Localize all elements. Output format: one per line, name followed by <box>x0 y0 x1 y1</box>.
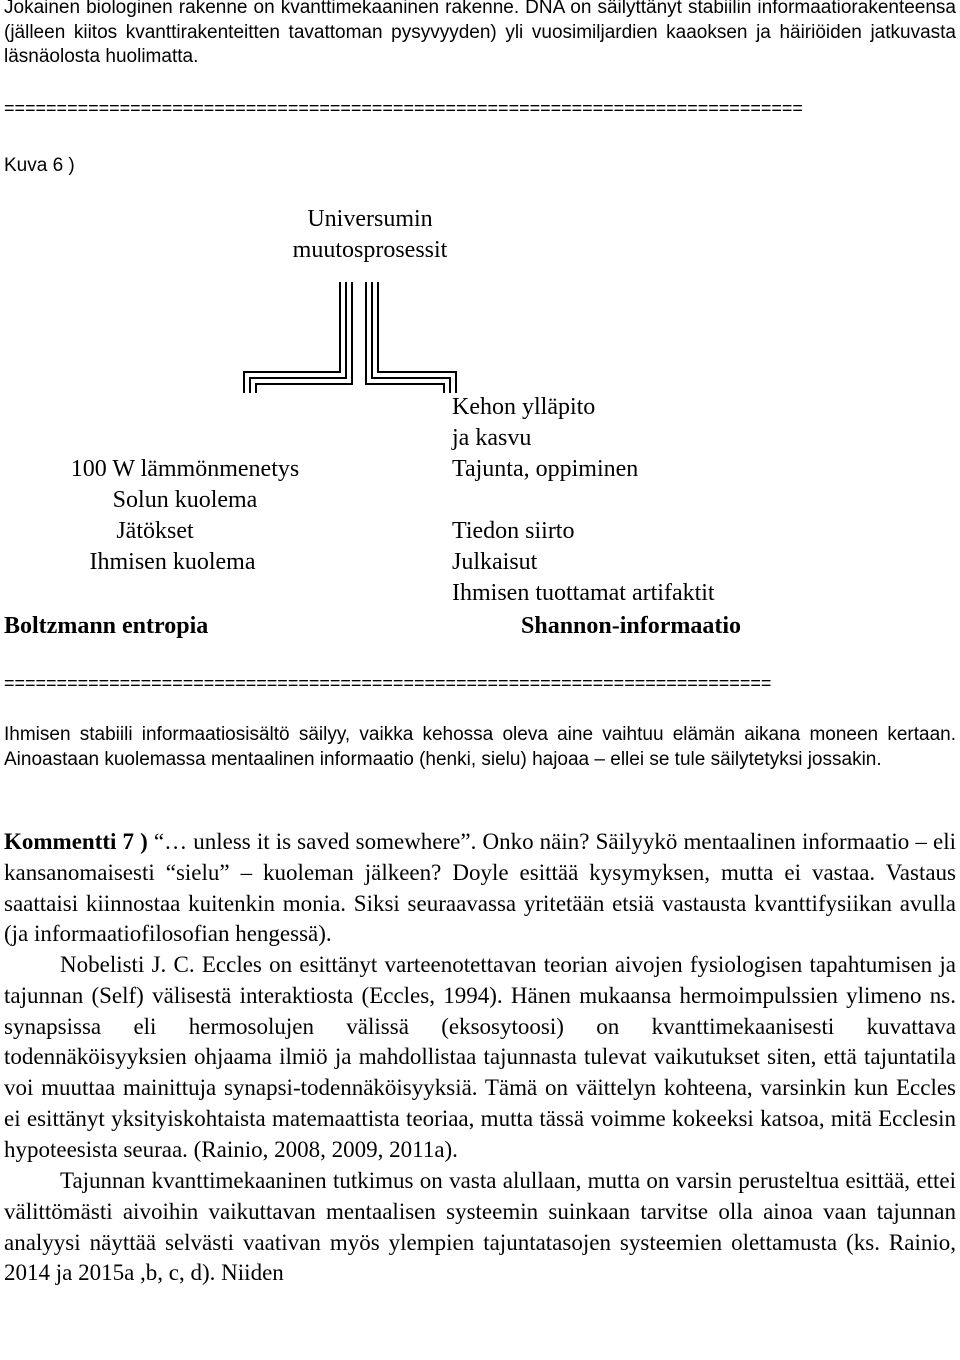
body-paragraph-last: Tajunnan kvanttimekaaninen tutkimus on vasta alullaan, mutta on varsin perusteltua esittää, ettei välittömästi aivoihin vaikuttavan mentaalisen systeemin suinkaan tarvitse olla ainoa vaan tajunnan analyysi näyttää selvästi vaativan myös ylempien tajuntatasojen systeemien olettamusta (ks. Rainio, 2014 ja 2015a ,b, c, d). Niiden <box>4 1168 956 1286</box>
comment-paragraph <box>4 827 956 950</box>
comment-label: Kommentti 7 ) <box>4 829 148 854</box>
diagram-right-item: Kehon ylläpito <box>452 394 596 420</box>
diagram-right-title: Shannon-informaatio <box>521 613 742 639</box>
diagram-left-item: Solun kuolema <box>112 487 258 513</box>
left-branch-line-2 <box>250 282 346 393</box>
diagram-right-column <box>452 392 715 609</box>
comment-text: “… unless it is saved somewhere”. Onko näin? Säilyykö mentaalinen informaatio – eli kansanomaisesti “sielu” – kuoleman jälkeen? Doyle esittää kysymyksen, mutta ei vastaa. Vastaus saattaisi kiinnostaa kuitenkin monia. Siksi seuraavassa yritetään etsiä vastausta kvanttifysiikan avulla (ja informaatiofilosofian hengessä). <box>4 829 956 947</box>
body-paragraph-1: Ihmisen stabiili informaatiosisältö säilyy, vaikka kehossa oleva aine vaihtuu elämän aikana moneen kertaan. Ainoastaan kuolemassa mentaalinen informaatio (henki, sielu) hajoaa – ellei se tule säilytetyksi jossakin. <box>4 724 956 770</box>
diagram-top-line2: muutosprosessit <box>292 237 448 263</box>
diagram-left-item: 100 W lämmönmenetys <box>70 456 300 482</box>
left-branch-line-1 <box>244 282 340 393</box>
diagram-right-item: Tiedon siirto <box>452 518 575 544</box>
right-branch-line-2 <box>372 282 450 393</box>
diagram-right-item: ja kasvu <box>452 425 532 451</box>
diagram-left-column <box>50 454 320 578</box>
body-paragraph-eccles: Nobelisti J. C. Eccles on esittänyt varteenotettavan teorian aivojen fysiologisen tapahtumisen ja tajunnan (Self) välisestä interaktiosta (Eccles, 1994). Hänen mukaansa hermoimpulssien ylimeno ns. synapsissa eli hermosolujen välissä (eksosytoosi) on kvanttimekaanisesti kuvattava todennäköisyyksien ohjaama ilmiö ja mahdollistaa tajunnasta tulevat vaikutukset siten, että tajuntatila voi muuttaa mainittuja synapsi-todennäköisyyksiä. Tämä on väittelyn kohteena, varsinkin kun Eccles ei esittänyt yksityiskohtaista matemaattista teoriaa, mutta tässä voimme kokeeksi katsoa, mitä Ecclesin hypoteesista seuraa. (Rainio, 2008, 2009, 2011a). <box>4 952 956 1162</box>
diagram-right-item: Julkaisut <box>452 549 538 575</box>
diagram-top-line1: Universumin <box>307 206 433 232</box>
figure-label: Kuva 6 ) <box>4 155 75 176</box>
diagram-right-item: Tajunta, oppiminen <box>452 456 639 482</box>
diagram-right-item: Ihmisen tuottamat artifaktit <box>452 580 715 606</box>
separator-top: ============================================================================ <box>4 98 803 118</box>
diagram-left-item: Ihmisen kuolema <box>89 549 256 575</box>
intro-paragraph: Jokainen biologinen rakenne on kvanttimekaaninen rakenne. DNA on säilyttänyt stabiilin informaatiorakenteensa (jälleen kiitos kvanttirakenteitten tavattoman pysyvyyden) yli vuosimiljardien kaaoksen ja häiriöiden jatkuvasta läsnäolosta huolimatta. <box>4 0 956 67</box>
separator-bottom: ========================================================================= <box>4 673 772 693</box>
right-branch-line-1 <box>378 282 456 393</box>
diagram-left-title: Boltzmann entropia <box>4 613 209 639</box>
diagram-left-item: Jätökset <box>116 518 194 544</box>
left-branch-line-3 <box>256 282 352 393</box>
diagram-arrows <box>0 0 960 420</box>
